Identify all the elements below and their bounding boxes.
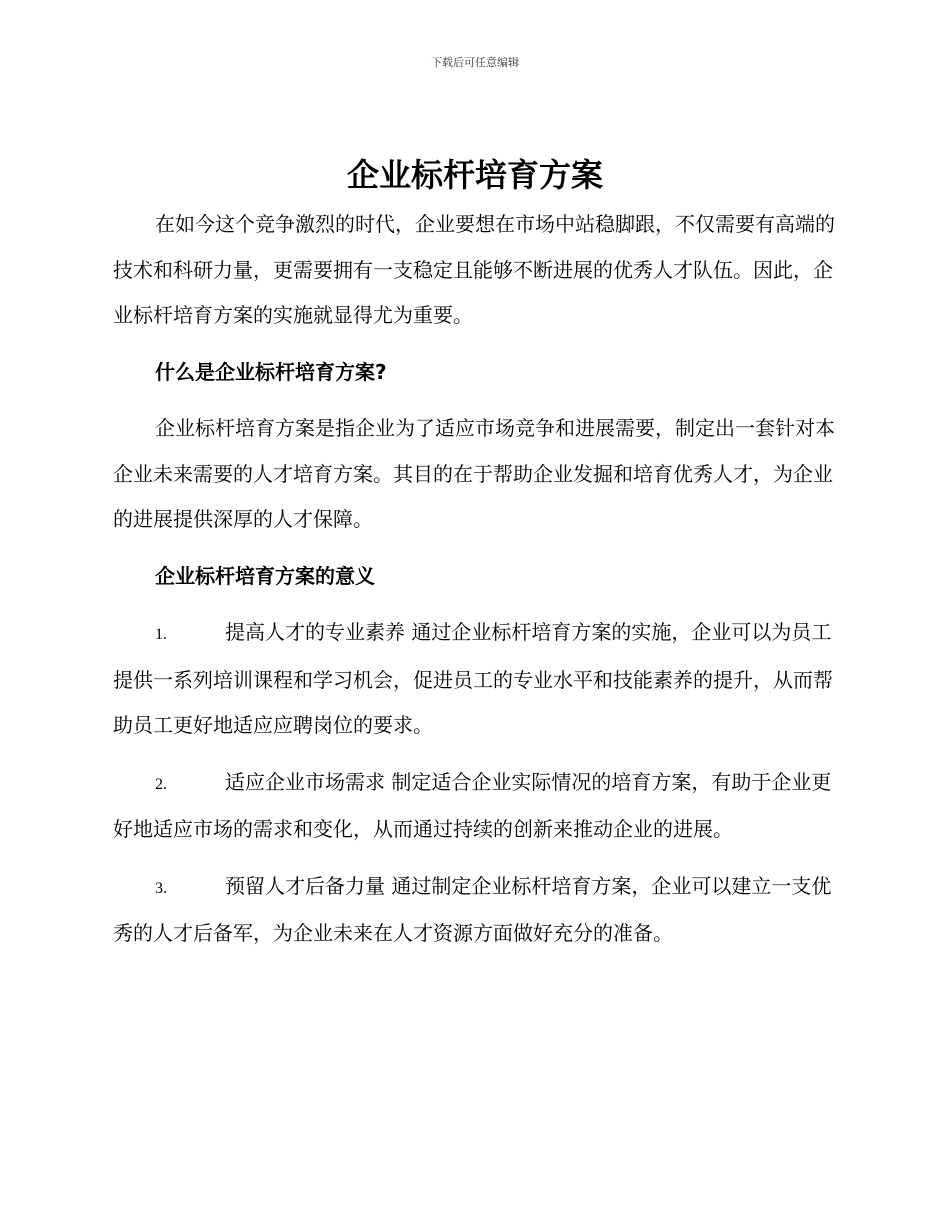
definition-paragraph: 企业标杆培育方案是指企业为了适应市场竞争和进展需要，制定出一套针对本企业未来需要的人才培育方案。其目的在于帮助企业发掘和培育优秀人才，为企业的进展提供深厚的人才保障。	[113, 416, 835, 531]
header-note: 下载后可任意编辑	[431, 56, 519, 69]
list-item	[113, 760, 840, 853]
list-item-text: 提高人才的专业素养 通过企业标杆培育方案的实施，企业可以为员工提供一系列培训课程和学习机会，促进员工的专业水平和技能素养的提升，从而帮助员工更好地适应应聘岗位的要求。	[113, 620, 833, 737]
list-item-text: 预留人才后备力量 通过制定企业标杆培育方案，企业可以建立一支优秀的人才后备军，为企业未来在人才资源方面做好充分的准备。	[113, 873, 832, 945]
document-body	[113, 202, 840, 968]
list-item-number: 2.	[155, 775, 167, 793]
list-item-text: 适应企业市场需求 制定适合企业实际情况的培育方案，有助于企业更好地适应市场的需求和变化，从而通过持续的创新来推动企业的进展。	[113, 769, 832, 841]
section-heading-significance: 企业标杆培育方案的意义	[155, 563, 375, 588]
list-item	[113, 864, 840, 957]
list-item	[113, 610, 840, 749]
document-title: 企业标杆培育方案	[346, 156, 603, 194]
list-item-number: 1.	[155, 626, 167, 643]
list-item-number: 3.	[155, 879, 167, 897]
intro-paragraph: 在如今这个竞争激烈的时代，企业要想在市场中站稳脚跟，不仅需要有高端的技术和科研力量，更需要拥有一支稳定且能够不断进展的优秀人才队伍。因此，企业标杆培育方案的实施就显得尤为重要。	[113, 212, 835, 327]
section-heading-what-is: 什么是企业标杆培育方案?	[155, 359, 387, 384]
